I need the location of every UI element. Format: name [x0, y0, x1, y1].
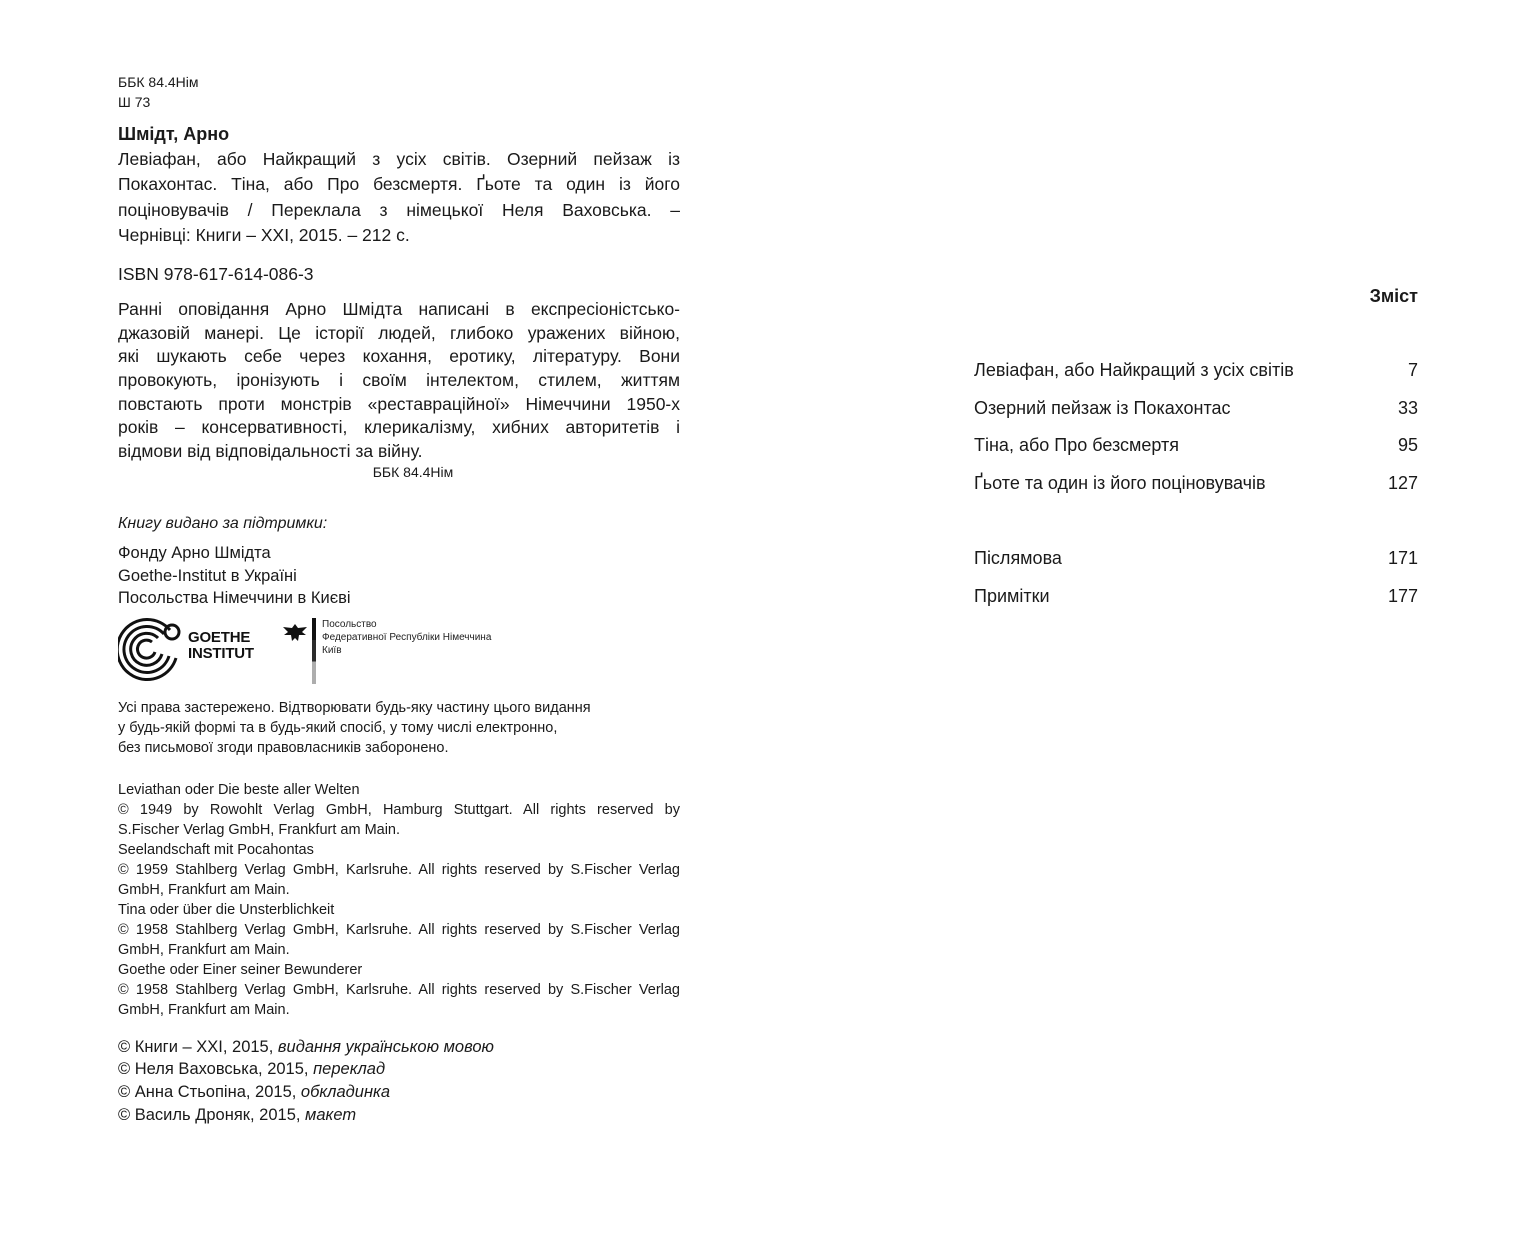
annotation	[118, 298, 680, 463]
federal-eagle-icon	[280, 622, 310, 644]
toc-entry-title: Левіафан, або Найкращий з усіх світів	[974, 360, 1294, 380]
copyright-line: © 1958 Stahlberg Verlag GmbH, Karlsruhe. All rights reserved by S.Fischer Verlag	[118, 981, 680, 998]
toc-entry-page: 177	[1387, 585, 1418, 606]
original-copyrights	[118, 780, 680, 1020]
rights-notice	[118, 698, 680, 758]
annotation-bbk-code: ББК 84.4Нім	[372, 464, 454, 481]
ukr-copyright-line	[118, 1104, 680, 1127]
copyright-line: GmbH, Frankfurt am Main.	[118, 1001, 290, 1018]
annotation-line: Ранні оповідання Арно Шмідта написані в експресіоністсько-	[118, 299, 680, 320]
author-sign: Ш 73	[118, 94, 151, 110]
copyright-holder: © Анна Стьопіна, 2015,	[118, 1083, 301, 1102]
flag-bar	[312, 618, 316, 684]
goethe-logo-text	[188, 630, 254, 662]
toc-entry[interactable]	[974, 546, 1418, 584]
bbk-code: ББК 84.4Нім	[118, 74, 199, 90]
toc-entry-page: 171	[1387, 548, 1418, 568]
copyright-line: © 1959 Stahlberg Verlag GmbH, Karlsruhe. All rights reserved by S.Fischer Verlag	[118, 861, 680, 878]
imprint-page	[118, 72, 680, 1126]
copyright-role: видання українською мовою	[277, 1037, 494, 1056]
toc-entry[interactable]	[974, 471, 1418, 509]
toc-entry-page: 127	[1387, 472, 1418, 493]
annotation-line: які шукають себе через кохання, еротику, літературу. Вони	[118, 346, 680, 367]
copyright-line: © 1958 Stahlberg Verlag GmbH, Karlsruhe. All rights reserved by S.Fischer Verlag	[118, 921, 680, 938]
copyright-holder: © Неля Ваховська, 2015,	[118, 1060, 314, 1079]
support-title: Книгу видано за підтримки:	[118, 515, 328, 533]
annotation-line: провокують, іронізують і своїм інтелектом, стилем, життям	[118, 369, 680, 390]
rights-line: Усі права застережено. Відтворювати будь-яку частину цього видання	[118, 699, 591, 716]
toc-entry-title: Післямова	[974, 548, 1062, 568]
toc-title: Зміст	[1369, 286, 1418, 306]
toc-entry-title: Тіна, або Про безсмертя	[974, 435, 1180, 455]
copyright-line: Seelandschaft mit Pocahontas	[118, 841, 314, 858]
rights-line: без письмової згоди правовласників заборонено.	[118, 739, 449, 756]
toc-entry[interactable]	[974, 433, 1418, 471]
copyright-line: GmbH, Frankfurt am Main.	[118, 881, 290, 898]
toc-entry[interactable]	[974, 584, 1418, 622]
supporter-item: Посольства Німеччини в Києві	[118, 589, 351, 608]
isbn: ISBN 978-617-614-086-3	[118, 264, 314, 285]
toc-entry[interactable]	[974, 358, 1418, 396]
embassy-logo-text	[322, 618, 491, 657]
toc-entry-page: 95	[1397, 435, 1418, 455]
ukr-copyright-line	[118, 1058, 680, 1081]
copyright-role: обкладинка	[300, 1083, 390, 1102]
annotation-line: джазовій манері. Це історії людей, глибоко уражених війною,	[118, 322, 680, 343]
goethe-logo-line: INSTITUT	[188, 644, 254, 662]
ukr-copyright-line	[118, 1081, 680, 1104]
biblio-line: Левіафан, або Найкращий з усіх світів. Озерний пейзаж із	[118, 149, 680, 169]
copyright-line: GmbH, Frankfurt am Main.	[118, 941, 290, 958]
ukr-copyright-line	[118, 1036, 680, 1059]
supporter-item: Фонду Арно Шмідта	[118, 544, 271, 563]
annotation-line: повстають проти монстрів «реставраційної» Німеччини 1950-х	[118, 393, 680, 414]
biblio-line: Чернівці: Книги – ХХІ, 2015. – 212 с.	[118, 224, 410, 245]
ukrainian-copyrights	[118, 1036, 680, 1126]
copyright-line: S.Fischer Verlag GmbH, Frankfurt am Main.	[118, 821, 401, 838]
copyright-holder: © Книги – XXI, 2015,	[118, 1037, 278, 1056]
rights-line: у будь-якій формі та в будь-який спосіб, у тому числі електронно,	[118, 719, 558, 736]
bibliographic-description	[118, 147, 680, 248]
copyright-line: Leviathan oder Die beste aller Welten	[118, 781, 360, 798]
toc-entry-page: 7	[1407, 360, 1418, 380]
toc-appendix	[974, 546, 1418, 621]
biblio-line: Покахонтас. Тіна, або Про безсмертя. Ґьоте та один із його	[118, 174, 680, 195]
copyright-line: Tina oder über die Unsterblichkeit	[118, 901, 335, 918]
copyright-holder: © Василь Дроняк, 2015,	[118, 1105, 306, 1124]
table-of-contents	[974, 284, 1418, 621]
supporter-item: Goethe-Institut в Україні	[118, 566, 297, 585]
annotation-line: років – консервативності, клерикалізму, хибних авторитетів і	[118, 417, 680, 438]
toc-entry-title: Озерний пейзаж із Покахонтас	[974, 397, 1231, 418]
toc-stories	[974, 358, 1418, 508]
supporters-list	[118, 542, 680, 610]
toc-entry[interactable]	[974, 396, 1418, 434]
embassy-logo-line: Київ	[322, 644, 342, 656]
toc-entry-title: Ґьоте та один із його поціновувачів	[974, 472, 1266, 493]
classification-block	[118, 72, 680, 112]
copyright-role: макет	[305, 1105, 357, 1124]
copyright-role: переклад	[313, 1060, 386, 1079]
goethe-logo-line: GOETHE	[188, 628, 251, 646]
author-name: Шмідт, Арно	[118, 124, 230, 144]
embassy-logo-line: Посольство	[322, 618, 377, 630]
embassy-logo-line: Федеративної Республіки Німеччина	[322, 631, 492, 643]
copyright-line: © 1949 by Rowohlt Verlag GmbH, Hamburg Stuttgart. All rights reserved by	[118, 801, 680, 818]
copyright-line: Goethe oder Einer seiner Bewunderer	[118, 961, 363, 978]
sponsor-logos	[118, 618, 680, 688]
biblio-line: поціновувачів / Переклала з німецької Неля Ваховська. –	[118, 199, 680, 220]
toc-entry-page: 33	[1397, 397, 1418, 418]
annotation-line: відмови від відповідальності за війну.	[118, 440, 423, 461]
toc-entry-title: Примітки	[974, 585, 1050, 606]
